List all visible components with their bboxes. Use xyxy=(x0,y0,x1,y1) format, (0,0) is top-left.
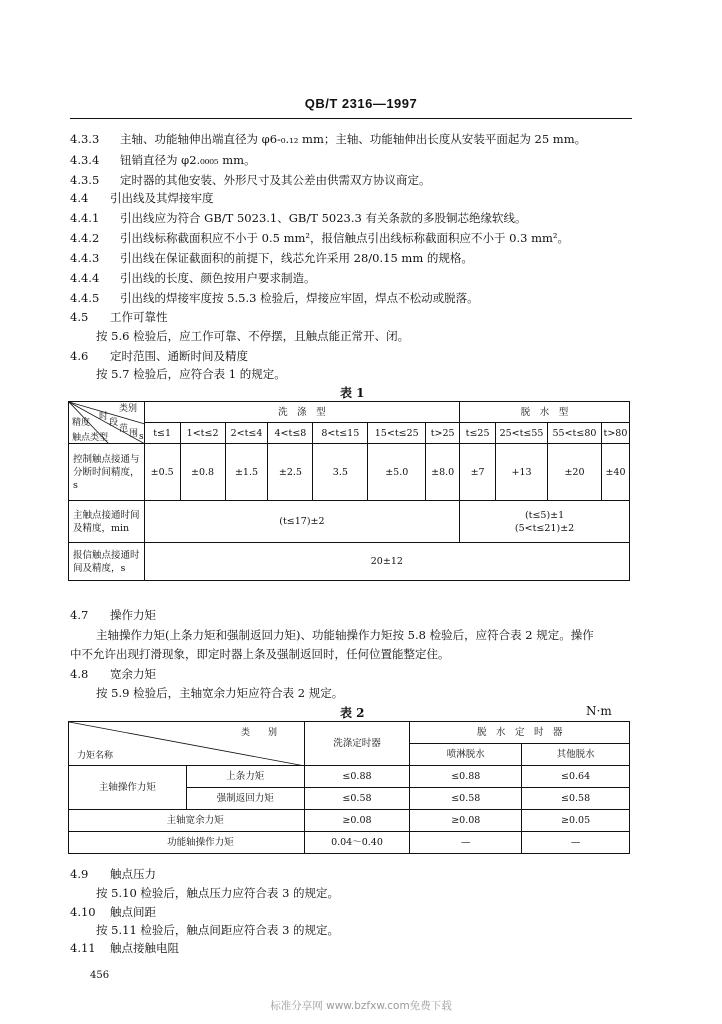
table-cell xyxy=(460,501,630,543)
section-heading: 4.4 引出线及其焊接牢度 xyxy=(70,191,214,205)
table-cell: ±7 xyxy=(460,444,496,501)
paragraph: 按 5.7 检验后，应符合表 1 的规定。 xyxy=(96,367,286,381)
table-cell: ≥0.08 xyxy=(304,810,410,832)
table-cell: ±0.5 xyxy=(144,444,180,501)
table2 xyxy=(68,721,630,854)
paragraph: 按 5.6 检验后，应工作可靠、不停摆，且触点能正常开、闭。 xyxy=(96,329,410,343)
section-heading: 4.6 定时范围、通断时间及精度 xyxy=(70,349,248,363)
table-cell: ≤0.58 xyxy=(304,788,410,810)
paragraph: 4.4.1 引出线应为符合 GB/T 5023.1、GB/T 5023.3 有关条款的多股铜芯绝缘软线。 xyxy=(70,211,527,225)
paragraph: 按 5.10 检验后，触点压力应符合表 3 的规定。 xyxy=(96,886,340,900)
cell-line: (t≤5)±1 xyxy=(524,509,565,521)
table-cell: +13 xyxy=(496,444,548,501)
paragraph: 4.3.3 主轴、功能轴伸出端直径为 φ6-₀.₁₂ mm；主轴、功能轴伸出长度从安装平面起为 25 mm。 xyxy=(70,132,587,146)
table1 xyxy=(68,401,630,581)
paragraph: 4.4.4 引出线的长度、颜色按用户要求制造。 xyxy=(70,271,316,285)
col-header-spin-group: 脱 水 定 时 器 xyxy=(410,722,630,744)
row-group-label: 主轴操作力矩 xyxy=(69,766,187,810)
paragraph: 中不允许出现打滑现象，即定时器上条及强制返回时，任何位置能整定住。 xyxy=(70,647,450,661)
group-header-spin: 脱 水 型 xyxy=(460,402,630,423)
section-heading: 4.10 触点间距 xyxy=(70,905,156,919)
table-cell: ≤0.88 xyxy=(410,766,522,788)
corner-label: s xyxy=(139,432,144,442)
table-cell: ≤0.58 xyxy=(410,788,522,810)
col-header: 其他脱水 xyxy=(522,744,630,766)
watermark-text: 标准分享网 www.bzfxw.com免费下载 xyxy=(270,1000,452,1012)
table-cell: 0.04～0.40 xyxy=(304,832,410,854)
paragraph: 按 5.11 检验后，触点间距应符合表 3 的规定。 xyxy=(96,923,340,937)
row-label: 上条力矩 xyxy=(186,766,304,788)
range-header: t≤1 xyxy=(144,423,180,444)
table-cell: ±0.8 xyxy=(180,444,225,501)
paragraph: 4.3.5 定时器的其他安装、外形尺寸及其公差由供需双方协议商定。 xyxy=(70,173,431,187)
section-heading: 4.5 工作可靠性 xyxy=(70,310,168,324)
table-cell: 20±12 xyxy=(144,543,629,581)
table-cell: (t≤17)±2 xyxy=(144,501,459,543)
corner-label: 时 xyxy=(99,412,109,422)
page-number: 456 xyxy=(90,970,110,981)
section-heading: 4.7 操作力矩 xyxy=(70,608,156,622)
paragraph: 4.4.2 引出线标称截面积应不小于 0.5 mm²，报信触点引出线标称截面积应不小于 0.3 mm²。 xyxy=(70,231,570,245)
header-rule xyxy=(70,118,632,119)
corner-label: 精度 xyxy=(72,418,91,428)
corner-label: 段 xyxy=(109,418,119,428)
table-cell: ≥0.08 xyxy=(410,810,522,832)
paragraph: 主轴操作力矩(上条力矩和强制返回力矩)、功能轴操作力矩按 5.8 检验后，应符合表 2 规定。操作 xyxy=(96,628,594,642)
table2-caption: 表 2 xyxy=(340,706,365,720)
range-header: 15<t≤25 xyxy=(368,423,426,444)
paragraph: 4.4.3 引出线在保证截面积的前提下，线芯允许采用 28/0.15 mm 的规格。 xyxy=(70,251,473,265)
table-cell: — xyxy=(410,832,522,854)
table-cell: ±40 xyxy=(601,444,629,501)
corner-label: 类 别 xyxy=(241,728,278,738)
row-label: 功能轴操作力矩 xyxy=(69,832,305,854)
section-heading: 4.11 触点接触电阻 xyxy=(70,941,179,955)
range-header: 25<t≤55 xyxy=(496,423,548,444)
cell-line: (5<t≤21)±2 xyxy=(514,522,575,534)
table-cell: ≥0.05 xyxy=(522,810,630,832)
section-heading: 4.8 宽余力矩 xyxy=(70,667,156,681)
col-header: 喷淋脱水 xyxy=(410,744,522,766)
table-cell: ±20 xyxy=(548,444,602,501)
row-label: 控制触点接通与分断时间精度，s xyxy=(69,444,145,501)
range-header: t≤25 xyxy=(460,423,496,444)
col-header-wash: 洗涤定时器 xyxy=(304,722,410,766)
table-cell: ±1.5 xyxy=(225,444,268,501)
table-cell: ±5.0 xyxy=(368,444,426,501)
group-header-wash: 洗 涤 型 xyxy=(144,402,459,423)
table1-caption: 表 1 xyxy=(340,386,365,400)
paragraph: 按 5.9 检验后，主轴宽余力矩应符合表 2 规定。 xyxy=(96,686,344,700)
range-header: 2<t≤4 xyxy=(225,423,268,444)
range-header: t>80 xyxy=(601,423,629,444)
table-cell: ±8.0 xyxy=(426,444,460,501)
paragraph: 4.4.5 引出线的焊接牢度按 5.5.3 检验后，焊接应牢固，焊点不松动或脱落。 xyxy=(70,291,479,305)
range-header: 8<t≤15 xyxy=(313,423,368,444)
table-cell: — xyxy=(522,832,630,854)
row-label: 主轴宽余力矩 xyxy=(69,810,305,832)
corner-label: 范 xyxy=(119,424,129,434)
page-header: QB/T 2316—1997 xyxy=(304,96,418,111)
table-cell: 3.5 xyxy=(313,444,368,501)
range-header: 4<t≤8 xyxy=(268,423,313,444)
table-cell: ±2.5 xyxy=(268,444,313,501)
row-label: 主触点接通时间及精度，min xyxy=(69,501,145,543)
row-label: 报信触点接通时间及精度，s xyxy=(69,543,145,581)
range-header: t>25 xyxy=(426,423,460,444)
table2-corner-cell xyxy=(69,722,305,766)
range-header: 55<t≤80 xyxy=(548,423,602,444)
row-label: 强制返回力矩 xyxy=(186,788,304,810)
table1-corner-cell xyxy=(69,402,145,444)
corner-label: 力矩名称 xyxy=(77,751,114,761)
corner-label: 类别 xyxy=(119,404,138,414)
range-header: 1<t≤2 xyxy=(180,423,225,444)
section-heading: 4.9 触点压力 xyxy=(70,867,156,881)
table2-unit: N·m xyxy=(586,704,612,718)
corner-label: 围 xyxy=(129,429,139,439)
table-cell: ≤0.58 xyxy=(522,788,630,810)
table-cell: ≤0.64 xyxy=(522,766,630,788)
table-cell: ≤0.88 xyxy=(304,766,410,788)
paragraph: 4.3.4 钮销直径为 φ2.₀₀₀₅ mm。 xyxy=(70,153,256,167)
corner-label: 触点类型 xyxy=(72,433,109,443)
